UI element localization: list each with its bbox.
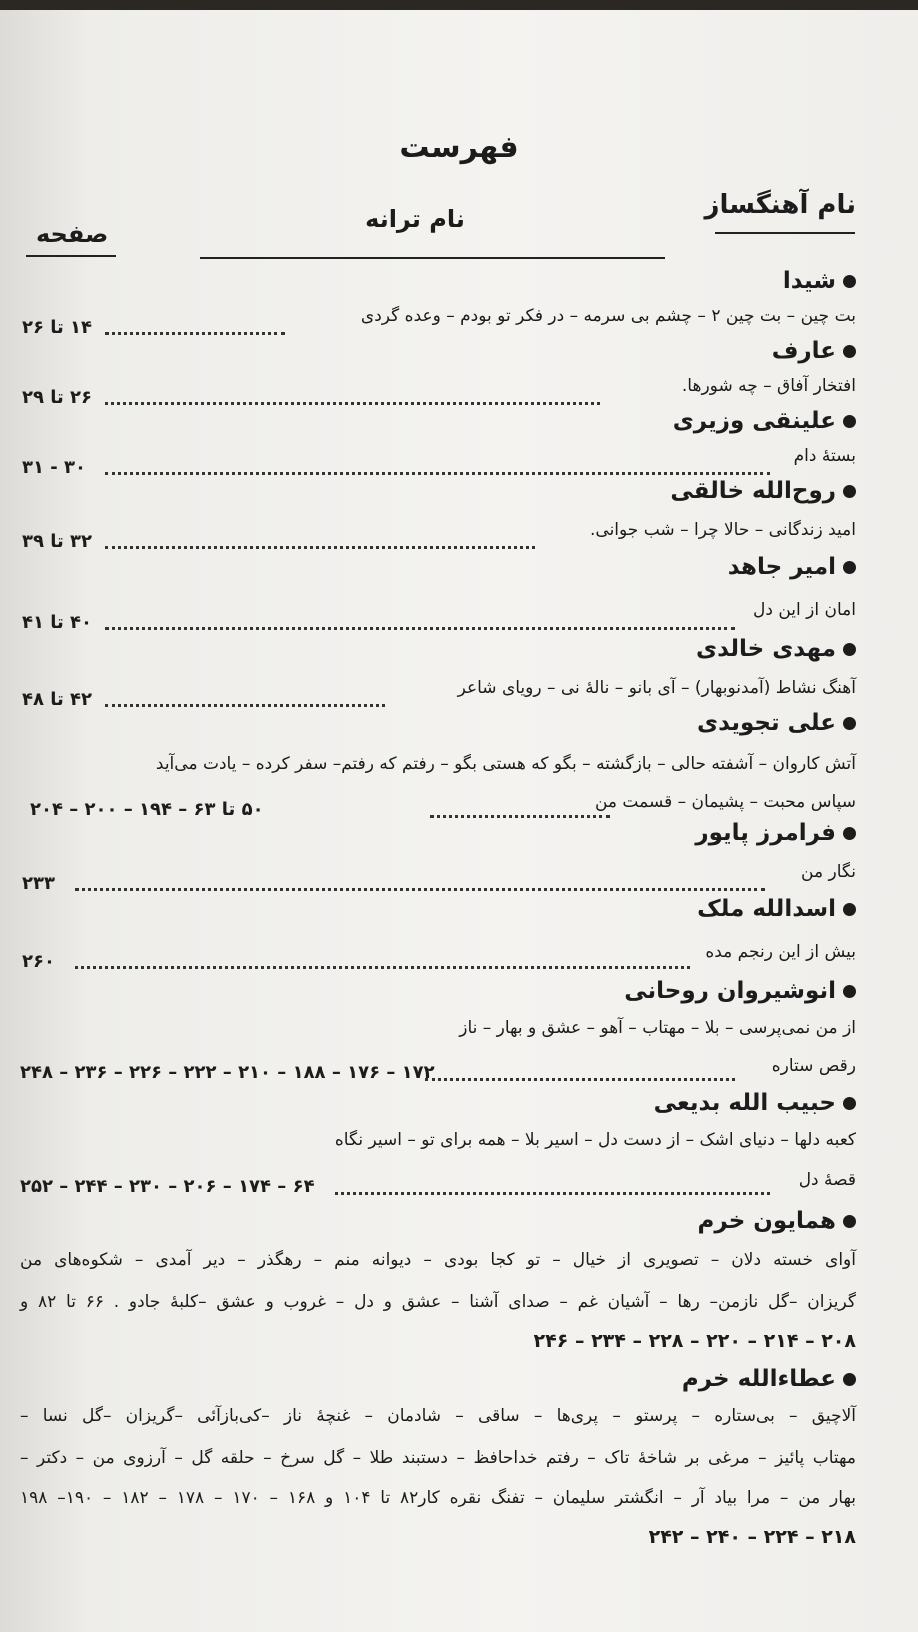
- bullet-icon: [843, 1097, 856, 1110]
- song-list: آهنگ نشاط (آمدنوبهار) – آی بانو – نالهٔ نی – رویای شاعر: [457, 678, 856, 698]
- song-list: نگار من: [801, 862, 856, 882]
- composer-name: حبیب الله بدیعی: [654, 1090, 856, 1116]
- bullet-icon: [843, 345, 856, 358]
- page-number: ۲۱۸ – ۲۲۴ – ۲۴۰ – ۲۴۲: [648, 1526, 856, 1548]
- page-number: ۶۴ – ۱۷۴ – ۲۰۶ – ۲۳۰ – ۲۴۴ – ۲۵۲: [20, 1176, 315, 1197]
- composer-name: عارف: [772, 338, 856, 364]
- song-list: بهار من – مرا بیاد آر – انگشتر سلیمان – تفنگ نقره کار۸۲ تا ۱۰۴ و ۱۶۸ – ۱۷۰ – ۱۷۸ – ۱۸۲ – ۱۹۰– ۱۹۸: [20, 1488, 857, 1508]
- bullet-icon: [843, 827, 856, 840]
- composer-name: همایون خرم: [698, 1208, 856, 1234]
- song-list: مهتاب پائیز – مرغی بر شاخهٔ تاک – رفتم خداحافظ – دستبند طلا – گل سرخ – حلقه گل – آرزوی من – دکتر –: [20, 1448, 856, 1468]
- composer-name: امیر جاهد: [728, 554, 856, 580]
- dot-leader: [430, 815, 610, 818]
- dot-leader: [425, 1078, 735, 1081]
- song-list: بیش از این رنجم مده: [705, 942, 856, 962]
- composer-name: اسدالله ملک: [697, 896, 856, 922]
- bullet-icon: [843, 1373, 856, 1386]
- song-list: گریزان –گل نازمن– رها – آشیان غم – صدای آشنا – عشق و دل – غروب و عشق –کلبهٔ جادو . ۶۶ تا ۸۲ و: [20, 1292, 856, 1312]
- page-number: ۱۴ تا ۲۶: [22, 317, 93, 338]
- composer-name: روح‌الله خالقی: [670, 478, 856, 504]
- bullet-icon: [843, 561, 856, 574]
- song-list: کعبه دلها – دنیای اشک – از دست دل – اسیر بلا – همه برای تو – اسیر نگاه: [334, 1130, 856, 1150]
- composer-name: انوشیروان روحانی: [624, 978, 856, 1004]
- song-list: بستهٔ دام: [793, 446, 856, 466]
- page-title: فهرست: [399, 130, 519, 165]
- page-number: ۴۲ تا ۴۸: [22, 689, 93, 710]
- page-number: ۱۷۲ – ۱۷۶ – ۱۸۸ – ۲۱۰ – ۲۲۲ – ۲۲۶ – ۲۳۶ – ۲۴۸: [20, 1062, 435, 1083]
- header-composer-name: نام آهنگساز: [704, 190, 856, 220]
- song-list: بت چین – بت چین ۲ – چشم بی سرمه – در فکر تو بودم – وعده گردی: [360, 306, 856, 326]
- dot-leader: [105, 402, 600, 405]
- bullet-icon: [843, 415, 856, 428]
- bullet-icon: [843, 1215, 856, 1228]
- bullet-icon: [843, 643, 856, 656]
- page-number: ۲۶ تا ۲۹: [22, 387, 93, 408]
- dot-leader: [105, 627, 735, 630]
- bullet-icon: [843, 717, 856, 730]
- bullet-icon: [843, 985, 856, 998]
- page-number: ۳۰ - ۳۱: [22, 457, 86, 478]
- song-list: افتخار آفاق – چه شورها.: [681, 376, 856, 396]
- song-list: از من نمی‌پرسی – بلا – مهتاب – آهو – عشق و بهار – ناز: [459, 1018, 856, 1038]
- song-list: قصهٔ دل: [798, 1170, 856, 1190]
- page-number: ۲۶۰: [22, 951, 55, 972]
- composer-name: عطاءالله خرم: [682, 1366, 856, 1392]
- composer-name: مهدی خالدی: [696, 636, 856, 662]
- song-list: امید زندگانی – حالا چرا – شب جوانی.: [590, 520, 856, 540]
- header-page: صفحه: [36, 220, 109, 248]
- song-list: امان از این دل: [753, 600, 856, 620]
- dot-leader: [105, 472, 770, 475]
- composer-name: علی تجویدی: [697, 710, 856, 736]
- page-number: ۵۰ تا ۶۳ – ۱۹۴ – ۲۰۰ – ۲۰۴: [30, 799, 264, 820]
- composer-name: فرامرز پایور: [695, 820, 856, 846]
- dot-leader: [105, 332, 285, 335]
- bullet-icon: [843, 275, 856, 288]
- song-list: آتش کاروان – آشفته حالی – بازگشته – بگو که هستی بگو – رفتم که رفتم– سفر کرده – یادت می‌آید: [155, 754, 856, 774]
- song-list: سپاس محبت – پشیمان – قسمت من: [594, 792, 856, 812]
- bullet-icon: [843, 485, 856, 498]
- header-song-name: نام ترانه: [365, 205, 465, 233]
- dot-leader: [105, 704, 385, 707]
- composer-name: علینقی وزیری: [673, 408, 856, 434]
- dot-leader: [75, 966, 690, 969]
- header-page-underline: [26, 255, 116, 257]
- composer-name: شیدا: [783, 268, 856, 294]
- song-list: آلاچیق – بی‌ستاره – پرستو – پری‌ها – ساقی – شادمان – غنچهٔ ناز –کی‌بازآئی –گریزان –گل نسا –: [20, 1406, 856, 1426]
- header-song-underline: [200, 257, 665, 259]
- page-number: ۳۲ تا ۳۹: [22, 531, 93, 552]
- dot-leader: [105, 546, 535, 549]
- song-list: آوای خسته دلان – تصویری از خیال – تو کجا بودی – دیوانه منم – رهگذر – دیر آمدی – شکوه‌های من: [20, 1250, 856, 1270]
- bullet-icon: [843, 903, 856, 916]
- header-composer-underline: [715, 232, 855, 234]
- song-list: رقص ستاره: [771, 1056, 856, 1076]
- dot-leader: [75, 888, 765, 891]
- dot-leader: [335, 1192, 770, 1195]
- page-number: ۲۳۳: [22, 873, 55, 894]
- page-number: ۲۰۸ – ۲۱۴ – ۲۲۰ – ۲۲۸ – ۲۳۴ – ۲۴۶: [533, 1330, 856, 1352]
- book-page: [0, 10, 918, 1632]
- page-number: ۴۰ تا ۴۱: [22, 612, 93, 633]
